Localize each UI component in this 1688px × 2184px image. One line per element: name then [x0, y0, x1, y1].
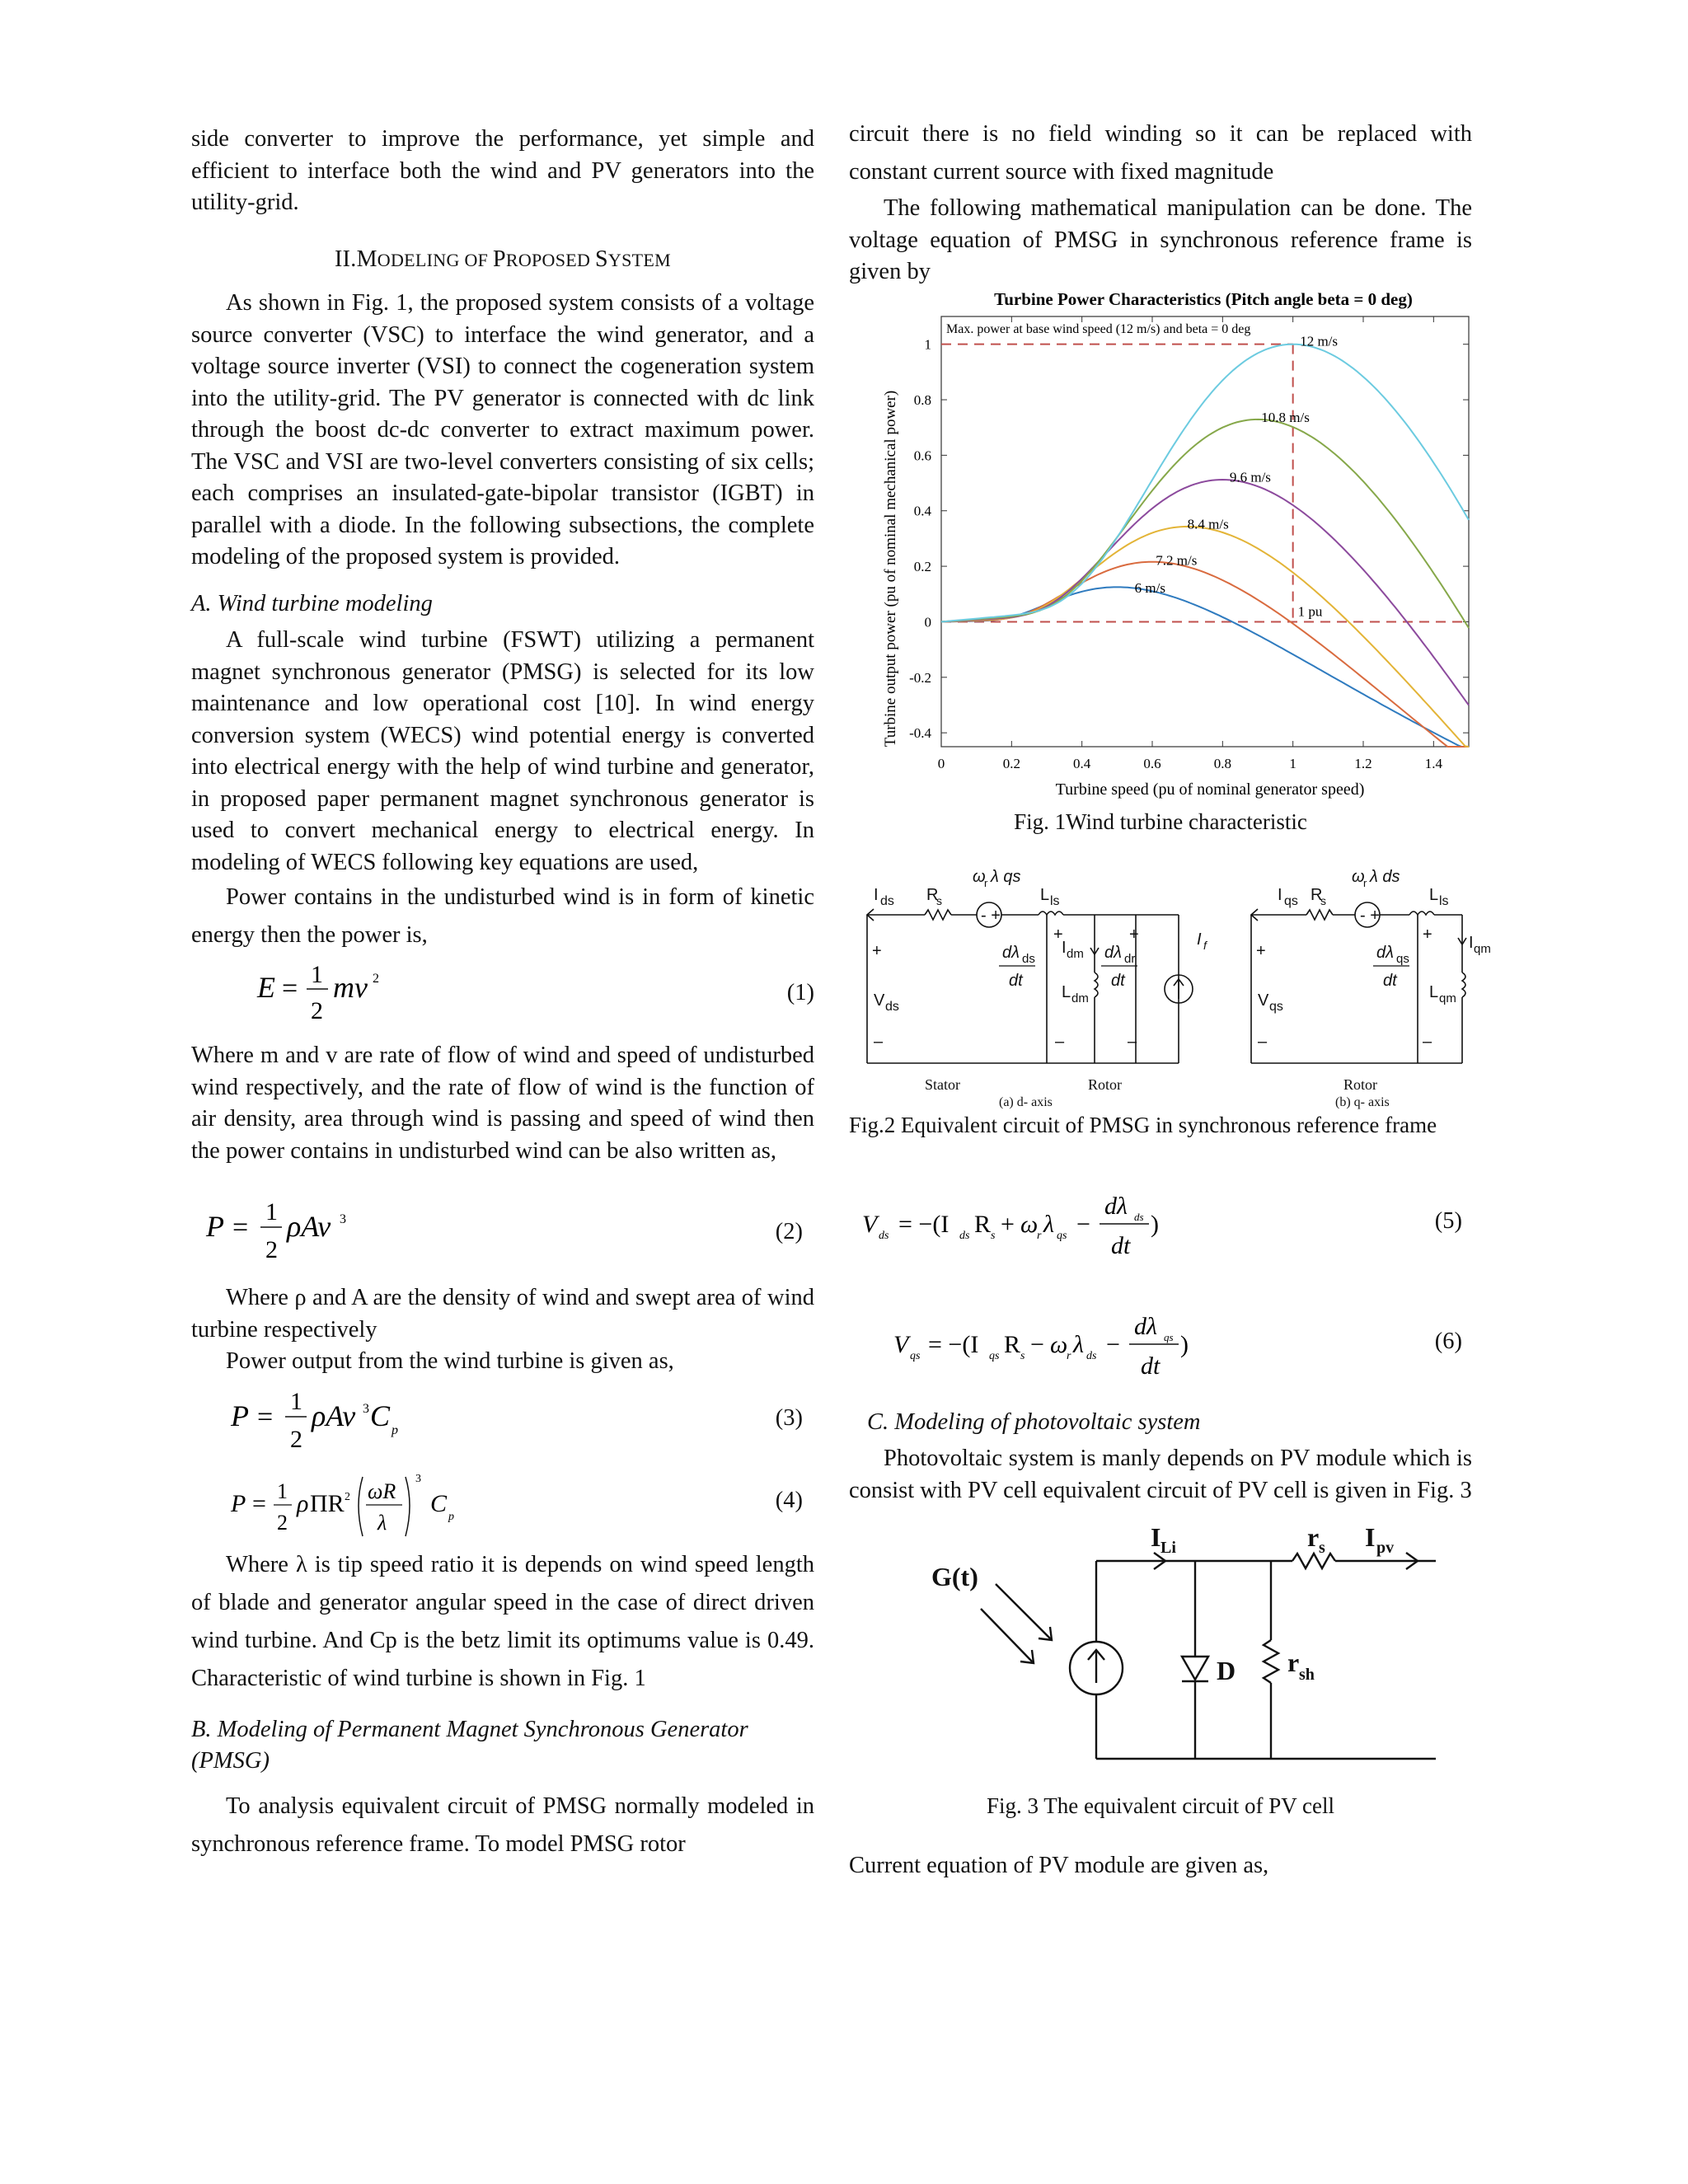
lbl-g: G(t): [931, 1562, 978, 1591]
y-tick-label: 0.8: [913, 391, 931, 408]
equation-3-formula: [191, 1378, 686, 1460]
svg-text:= −(I: = −(I: [928, 1330, 979, 1358]
lbl-rs3-sub: s: [1319, 1539, 1325, 1557]
svg-text:dλ: dλ: [1376, 944, 1394, 962]
svg-text:ρ: ρ: [297, 1489, 309, 1517]
x-tick-label: 0.6: [1143, 755, 1161, 771]
paragraph-c1: Photovoltaic system is manly depends on PV module which is consist with PV cell equivalent circuit of PV cell is given in Fig. 3: [849, 1446, 1472, 1503]
lbl-iqs: I: [1278, 886, 1282, 904]
equation-1: [191, 954, 814, 1030]
lbl-lls: L: [1040, 886, 1050, 904]
equation-2-number: (2): [775, 1219, 803, 1244]
svg-text:V: V: [893, 1330, 909, 1358]
paragraph-b1: To analysis equivalent circuit of PMSG normally modeled in synchronous reference frame. To model PMSG rotor: [191, 1793, 814, 1857]
svg-text:R: R: [1004, 1330, 1021, 1358]
chart-y-axis-label: Turbine output power (pu of nominal mechanical power): [882, 390, 899, 747]
svg-text:ds: ds: [959, 1229, 970, 1242]
paragraph-r2: The following mathematical manipulation can be done. The voltage equation of PMSG in synchronous reference frame is given by: [849, 195, 1472, 284]
svg-text:dλ: dλ: [1134, 1312, 1157, 1340]
lbl-rsh: r: [1287, 1647, 1300, 1677]
x-tick-label: 0: [937, 755, 945, 771]
svg-text:P: P: [231, 1399, 249, 1432]
figure-2: [849, 865, 1491, 1109]
pmsg-equivalent-circuit: [849, 865, 1491, 1109]
svg-text:qs: qs: [1164, 1330, 1174, 1343]
svg-text:V: V: [862, 1210, 878, 1238]
svg-text:ωR: ωR: [368, 1479, 396, 1503]
sec2-P: P: [492, 246, 506, 272]
svg-text:R: R: [974, 1210, 992, 1238]
svg-text:λ: λ: [1073, 1330, 1084, 1358]
svg-text:s: s: [1020, 1349, 1025, 1362]
y-tick-label: 0.2: [913, 558, 931, 574]
svg-text:s: s: [991, 1229, 996, 1242]
equation-4-formula: [191, 1460, 686, 1546]
section-heading-b: B. Modeling of Permanent Magnet Synchronous Generator (PMSG): [191, 1716, 748, 1774]
lbl-vqs: V: [1258, 991, 1269, 1010]
figure-3: [849, 1518, 1472, 1790]
x-tick-label: 1: [1289, 755, 1296, 771]
y-tick-label: -0.4: [909, 724, 931, 741]
lbl-vds-sub: ds: [885, 1000, 899, 1014]
lbl-ili: I: [1151, 1522, 1161, 1552]
svg-text:r: r: [1067, 1349, 1071, 1362]
svg-text:ΠR: ΠR: [310, 1489, 345, 1517]
svg-text:qs: qs: [910, 1349, 921, 1362]
x-tick-label: 0.8: [1213, 755, 1231, 771]
sec2-r2: ROPOSED: [505, 249, 596, 270]
svg-text:ω: ω: [1020, 1210, 1039, 1238]
lbl-stator: Stator: [925, 1076, 960, 1093]
lbl-idm-sub: dm: [1067, 947, 1084, 961]
svg-text:+: +: [1053, 926, 1063, 944]
equation-1-formula: [191, 954, 686, 1030]
y-tick-label: 0.6: [913, 447, 931, 463]
chart-title: Turbine Power Characteristics (Pitch angle beta = 0 deg): [994, 288, 1413, 309]
equation-4-number: (4): [775, 1487, 803, 1513]
svg-text:−: −: [1106, 1330, 1120, 1358]
svg-text:2: 2: [345, 1490, 350, 1503]
right-column: [849, 121, 1491, 1882]
section-heading-c: C. Modeling of photovoltaic system: [867, 1408, 1201, 1435]
lbl-ids: I: [874, 886, 879, 904]
paragraph-a6: Where λ is tip speed ratio it is depends on wind speed length of blade and generator angular speed in the case of direct driven wind turbine. And Cp is the betz limit its optimums value is 0.49. Characteristic of wind turbine is shown in Fig. 1: [191, 1551, 814, 1691]
turbine-power-chart: [849, 288, 1472, 808]
lbl-rs3: r: [1307, 1522, 1320, 1552]
svg-text:- +: - +: [981, 907, 1001, 925]
lbl-rs-b-sub: s: [1320, 894, 1326, 907]
svg-text:dλ: dλ: [1104, 944, 1122, 962]
svg-text:P: P: [206, 1210, 224, 1243]
svg-text:ρAv: ρAv: [312, 1399, 356, 1432]
svg-text:E: E: [257, 971, 275, 1004]
pv-cell-circuit: [849, 1518, 1472, 1790]
lbl-rs-sub: s: [936, 894, 942, 907]
svg-text:dr: dr: [1124, 952, 1136, 966]
svg-text:= −(I: = −(I: [898, 1210, 950, 1238]
svg-text:dt: dt: [1141, 1352, 1160, 1380]
series-line: [941, 344, 1469, 621]
chart-annotation-1pu: 1 pu: [1297, 603, 1323, 620]
chart-plot-area: [909, 316, 1469, 771]
lbl-lqm: L: [1429, 983, 1439, 1001]
svg-text:ρAv: ρAv: [287, 1210, 331, 1243]
figure-1-caption: Fig. 1Wind turbine characteristic: [1014, 808, 1307, 834]
equation-3: [191, 1378, 814, 1460]
svg-text:dλ: dλ: [1104, 1192, 1128, 1220]
series-label: 6 m/s: [1134, 579, 1165, 596]
svg-text:=: =: [282, 973, 298, 1004]
paragraph-c2: Current equation of PV module are given as,: [849, 1852, 1269, 1878]
sec2-S: S: [595, 246, 608, 272]
svg-text:2: 2: [311, 997, 323, 1024]
svg-text:dt: dt: [1111, 972, 1125, 990]
svg-text:r: r: [984, 877, 988, 889]
x-tick-label: 1.4: [1424, 755, 1442, 771]
svg-text:=: =: [232, 1212, 249, 1243]
lbl-lls-b-sub: ls: [1439, 894, 1449, 908]
svg-text:C: C: [370, 1399, 391, 1432]
series-label: 9.6 m/s: [1229, 468, 1271, 485]
x-tick-label: 1.2: [1354, 755, 1372, 771]
svg-text:λ: λ: [1043, 1210, 1054, 1238]
svg-text:−: −: [1076, 1210, 1090, 1238]
svg-text:+: +: [1129, 926, 1139, 944]
lbl-sub-b: (b) q- axis: [1335, 1095, 1390, 1109]
series-label: 8.4 m/s: [1187, 516, 1229, 532]
lbl-ldm: L: [1062, 983, 1071, 1001]
svg-text:1: 1: [290, 1387, 302, 1415]
svg-text:r: r: [1037, 1229, 1042, 1242]
lbl-lls-b: L: [1429, 886, 1439, 904]
lbl-sub-a: (a) d- axis: [999, 1095, 1053, 1109]
section-heading-a: A. Wind turbine modeling: [191, 590, 433, 616]
svg-text:1: 1: [277, 1479, 288, 1503]
svg-text:2: 2: [290, 1425, 302, 1453]
svg-text:p: p: [392, 1422, 398, 1437]
svg-text:qs: qs: [1057, 1229, 1067, 1242]
lbl-vds: V: [874, 991, 885, 1010]
series-label: 12 m/s: [1300, 332, 1339, 349]
sec2-r1: ODELING OF: [377, 249, 493, 270]
y-tick-label: 0: [924, 613, 931, 630]
lbl-idm: I: [1062, 939, 1067, 957]
svg-text:+: +: [1001, 1210, 1015, 1238]
svg-text:=: =: [257, 1401, 274, 1432]
lbl-rs-b: R: [1311, 886, 1323, 904]
paragraph-a3: Where m and v are rate of flow of wind and speed of undisturbed wind respectively, and the rate of flow of wind is the function of air density, area through wind is passing and speed of wind then the power contains in undisturbed wind can be also written as,: [191, 1043, 814, 1164]
lbl-iqm-sub: qm: [1474, 942, 1491, 956]
lbl-ipv-sub: pv: [1376, 1539, 1395, 1557]
svg-text:2: 2: [265, 1236, 278, 1263]
paragraph-a2: Power contains in the undisturbed wind is in form of kinetic energy then the power is,: [191, 884, 814, 948]
equation-5-formula: [849, 1179, 1311, 1270]
paragraph-system: As shown in Fig. 1, the proposed system consists of a voltage source converter (VSC) to interface the wind generator, and a voltage source inverter (VSI) to connect the cogeneration system into the utility-grid. The PV generator is connected with dc link through the boost dc-dc converter to extract maximum power. The VSC and VSI are two-level converters consisting of six cells; each comprises an insulated-gate-bipolar transistor (IGBT) in parallel with a diode. In the following subsections, the complete modeling of the proposed system is provided.: [191, 290, 814, 569]
svg-text:λ qs: λ qs: [991, 868, 1021, 886]
svg-text:ω: ω: [973, 868, 986, 886]
svg-text:r: r: [1363, 877, 1367, 889]
svg-text:dλ: dλ: [1002, 944, 1020, 962]
figure-2-caption: Fig.2 Equivalent circuit of PMSG in synchronous reference frame: [849, 1113, 1437, 1137]
sec2-M: M: [356, 246, 377, 272]
equation-5: [849, 1179, 1472, 1270]
lbl-rotor-b: Rotor: [1343, 1076, 1378, 1093]
svg-text:–: –: [1258, 1033, 1268, 1051]
equation-6: [849, 1300, 1472, 1390]
svg-text:p: p: [448, 1510, 454, 1523]
svg-text:ds: ds: [879, 1229, 889, 1242]
svg-text:ω: ω: [1050, 1330, 1068, 1358]
equation-5-number: (5): [1434, 1207, 1462, 1234]
equation-1-number: (1): [786, 980, 814, 1005]
svg-text:3: 3: [340, 1212, 346, 1226]
sec2-num: II.: [335, 246, 357, 272]
equation-3-number: (3): [775, 1404, 803, 1431]
lbl-d: D: [1217, 1656, 1236, 1685]
series-line: [941, 561, 1469, 746]
lbl-iqm: I: [1469, 934, 1474, 952]
chart-annotation-max-power: Max. power at base wind speed (12 m/s) and beta = 0 deg: [946, 321, 1251, 336]
svg-text:2: 2: [277, 1510, 288, 1535]
lbl-lls-sub: ls: [1050, 894, 1060, 908]
svg-text:1: 1: [311, 961, 323, 988]
svg-text:3: 3: [415, 1472, 421, 1485]
lbl-ili-sub: Li: [1160, 1539, 1176, 1557]
svg-text:+: +: [1423, 926, 1432, 944]
lbl-ipv: I: [1365, 1522, 1376, 1552]
paragraph-a1: A full-scale wind turbine (FSWT) utilizing a permanent magnet synchronous generator (PMSG) is selected for its low maintenance and low operational cost [10]. In wind energy conversion system (WECS) wind potential energy is converted into electrical energy with the help of wind turbine and generator, in proposed paper permanent magnet synchronous generator is used to convert mechanical energy to electrical energy. In modeling of WECS following key equations are used,: [191, 627, 814, 875]
section-heading-2: [191, 244, 814, 277]
svg-text:1: 1: [265, 1198, 278, 1226]
svg-text:–: –: [1055, 1033, 1065, 1051]
series-label: 7.2 m/s: [1156, 551, 1198, 568]
svg-text:ω: ω: [1352, 868, 1365, 886]
svg-text:λ ds: λ ds: [1370, 868, 1400, 886]
figure-1: [849, 288, 1472, 808]
series-label: 10.8 m/s: [1261, 409, 1310, 425]
svg-text:mv: mv: [333, 971, 368, 1004]
svg-text:ds: ds: [1022, 952, 1035, 966]
lbl-if-sub: f: [1203, 939, 1207, 952]
svg-text:dt: dt: [1111, 1231, 1131, 1259]
lbl-iqs-sub: qs: [1284, 894, 1298, 908]
equation-6-number: (6): [1434, 1328, 1462, 1354]
svg-text:qs: qs: [989, 1349, 1000, 1362]
y-tick-label: 1: [924, 336, 931, 353]
svg-text:–: –: [1423, 1033, 1432, 1051]
svg-text:C: C: [430, 1489, 448, 1517]
svg-text:+: +: [872, 942, 882, 960]
y-tick-label: -0.2: [909, 669, 931, 686]
chart-x-axis-label: Turbine speed (pu of nominal generator speed): [1055, 780, 1365, 799]
svg-text:λ: λ: [377, 1510, 387, 1535]
x-tick-label: 0.2: [1002, 755, 1020, 771]
lbl-rs: R: [926, 886, 939, 904]
sec2-r3: YSTEM: [607, 249, 671, 270]
svg-text:2: 2: [373, 972, 379, 986]
lbl-ids-sub: ds: [880, 894, 894, 908]
y-tick-label: 0.4: [913, 503, 931, 519]
series-line: [941, 526, 1469, 746]
paragraph-r1: circuit there is no field winding so it can be replaced with constant current source with fixed magnitude: [849, 121, 1472, 185]
svg-text:dt: dt: [1009, 972, 1023, 990]
equation-4: [191, 1460, 814, 1546]
paragraph-a4: Where ρ and A are the density of wind and swept area of wind turbine respectively: [191, 1285, 814, 1343]
svg-text:): ): [1151, 1210, 1159, 1238]
lbl-rotor: Rotor: [1088, 1076, 1123, 1093]
svg-text:): ): [1180, 1330, 1189, 1358]
lbl-ldm-sub: dm: [1071, 991, 1089, 1005]
x-tick-label: 0.4: [1073, 755, 1091, 771]
svg-text:dt: dt: [1383, 972, 1397, 990]
svg-text:3: 3: [363, 1401, 369, 1416]
svg-text:=: =: [252, 1489, 266, 1517]
lbl-lqm-sub: qm: [1439, 991, 1456, 1005]
svg-text:qs: qs: [1396, 952, 1409, 966]
svg-text:P: P: [231, 1489, 246, 1517]
left-column: [191, 124, 814, 1863]
svg-text:−: −: [1030, 1330, 1044, 1358]
equation-6-formula: [849, 1300, 1311, 1390]
paragraph-intro: side converter to improve the performance, yet simple and efficient to interface both the wind and PV generators into the utility-grid.: [191, 126, 814, 215]
lbl-rsh-sub: sh: [1299, 1666, 1315, 1684]
equation-2: [191, 1183, 814, 1282]
svg-text:–: –: [874, 1033, 884, 1051]
series-line: [941, 587, 1469, 747]
svg-text:ds: ds: [1086, 1349, 1097, 1362]
equation-2-formula: [191, 1183, 686, 1274]
svg-text:+: +: [1256, 942, 1266, 960]
lbl-vqs-sub: qs: [1269, 1000, 1283, 1014]
lbl-if: I: [1197, 930, 1202, 949]
svg-text:- +: - +: [1360, 907, 1380, 925]
paragraph-a5: Power output from the wind turbine is given as,: [226, 1348, 674, 1374]
figure-3-caption: Fig. 3 The equivalent circuit of PV cell: [987, 1793, 1334, 1818]
svg-text:–: –: [1128, 1033, 1137, 1051]
svg-text:ds: ds: [1134, 1210, 1144, 1223]
